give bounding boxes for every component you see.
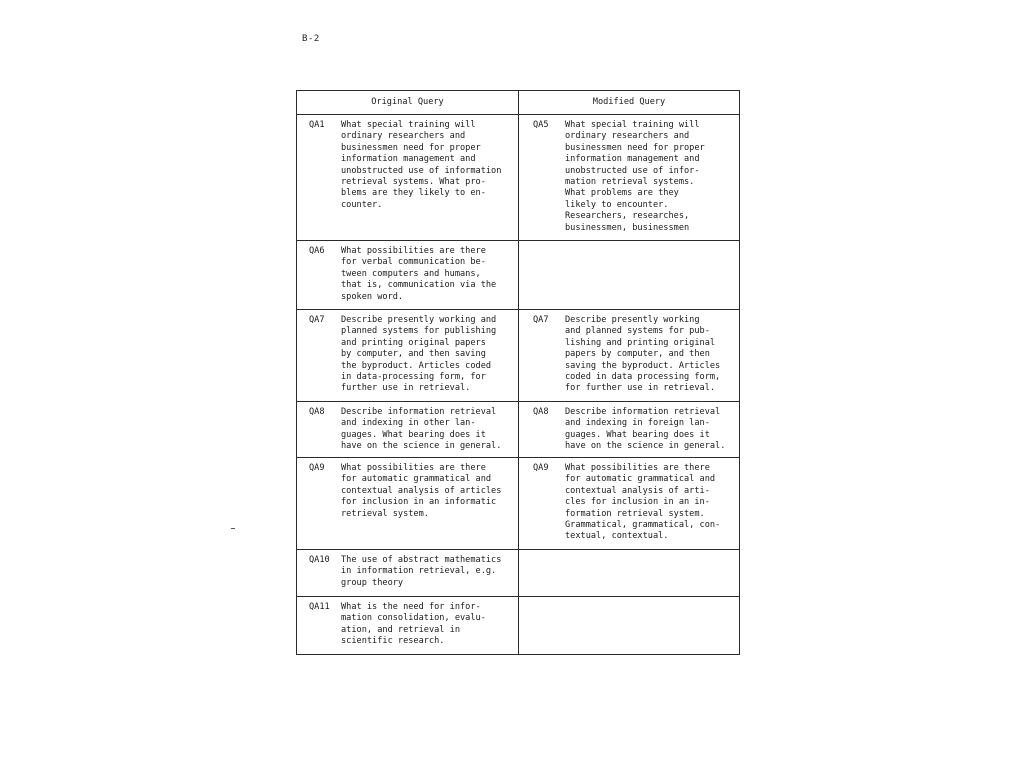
query-text: Describe information retrieval and indexing in foreign lan- guages. What bearing does it have on the science in general. — [565, 407, 726, 452]
query-text: What possibilities are there for automatic grammatical and contextual analysis of articles for inclusion in an informatic retrieval system. — [341, 463, 502, 519]
query-id: QA7 — [309, 315, 325, 325]
query-id: QA5 — [533, 120, 549, 130]
query-id: QA8 — [533, 407, 549, 417]
table-row — [297, 402, 740, 458]
modified-query-cell — [519, 115, 740, 241]
original-query-cell — [297, 115, 519, 241]
original-query-cell — [297, 310, 519, 402]
table-row — [297, 241, 740, 310]
query-id: QA11 — [309, 602, 330, 612]
original-query-cell — [297, 402, 519, 458]
query-text: Describe presently working and planned systems for pub- lishing and printing original papers by computer, and then saving the byproduct. Articles coded in data processing form, for further use in retrieval. — [565, 315, 721, 394]
modified-query-cell — [519, 458, 740, 550]
page-label: B-2 — [302, 34, 320, 44]
table-row — [297, 597, 740, 655]
query-text: The use of abstract mathematics in information retrieval, e.g. group theory — [341, 555, 502, 588]
original-query-cell — [297, 241, 519, 310]
query-text: What is the need for infor- mation consolidation, evalu- ation, and retrieval in scientific research. — [341, 602, 486, 647]
query-text: What possibilities are there for verbal communication be- tween computers and humans, that is, communication via the spoken word. — [341, 246, 497, 302]
query-id: QA1 — [309, 120, 325, 130]
modified-query-cell — [519, 550, 740, 597]
table-row — [297, 550, 740, 597]
table-row — [297, 458, 740, 550]
table-row — [297, 115, 740, 241]
original-query-header: Original Query — [297, 91, 519, 115]
modified-query-cell — [519, 241, 740, 310]
modified-query-header: Modified Query — [519, 91, 740, 115]
query-text: What special training will ordinary researchers and businessmen need for proper information management and unobstructed use of information retrieval systems. What pro- blems are they likely to en- counter. — [341, 120, 502, 210]
query-id: QA9 — [309, 463, 325, 473]
query-id: QA9 — [533, 463, 549, 473]
table-row — [297, 310, 740, 402]
query-id: QA10 — [309, 555, 330, 565]
modified-query-cell — [519, 310, 740, 402]
original-query-cell — [297, 550, 519, 597]
query-id: QA7 — [533, 315, 549, 325]
query-text: Describe information retrieval and indexing in other lan- guages. What bearing does it have on the science in general. — [341, 407, 502, 452]
margin-mark — [231, 528, 235, 529]
original-query-cell — [297, 597, 519, 655]
query-text: What special training will ordinary researchers and businessmen need for proper information management and unobstructed use of infor- mation retrieval systems. What problems are they likely to encounter. Researchers, researches, businessmen, businessmen — [565, 120, 705, 233]
query-text: What possibilities are there for automatic grammatical and contextual analysis of arti- cles for inclusion in an in- formation retrieval system. Grammatical, grammatical, con- textual, contextual. — [565, 463, 721, 542]
modified-query-cell — [519, 402, 740, 458]
query-id: QA8 — [309, 407, 325, 417]
original-query-cell — [297, 458, 519, 550]
query-text: Describe presently working and planned systems for publishing and printing original papers by computer, and then saving the byproduct. Articles coded in data-processing form, for further use in retrieval. — [341, 315, 497, 394]
modified-query-cell — [519, 597, 740, 655]
query-id: QA6 — [309, 246, 325, 256]
table-header-row — [297, 91, 740, 115]
query-comparison-table — [296, 90, 740, 655]
